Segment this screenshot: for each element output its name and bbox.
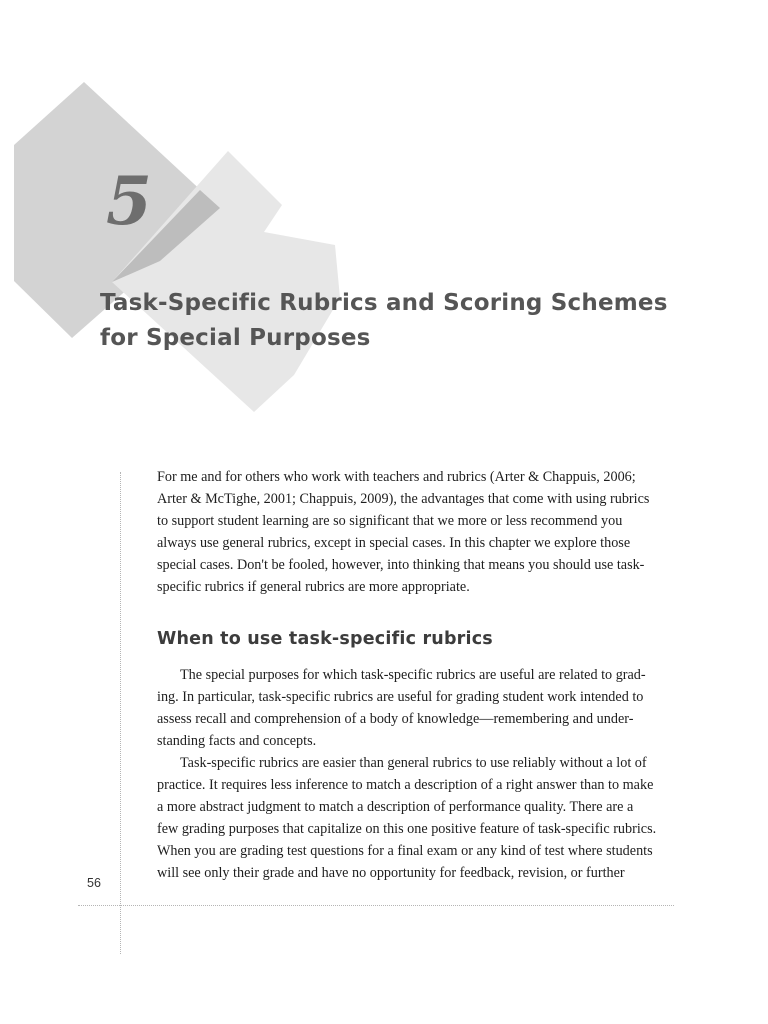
text-line: always use general rubrics, except in special cases. In this chapter we explore those xyxy=(157,534,631,551)
text-line: For me and for others who work with teachers and rubrics (Arter & Chappuis, 2006; xyxy=(157,469,636,485)
chapter-title-line: for Special Purposes xyxy=(100,325,371,351)
text-line: ing. In particular, task-specific rubrics are useful for grading student work intended to xyxy=(157,688,644,705)
text-line: Arter & McTighe, 2001; Chappuis, 2009), the advantages that come with using rubrics xyxy=(157,490,650,507)
text-line: standing facts and concepts. xyxy=(157,732,317,749)
text-line: will see only their grade and have no opportunity for feedback, revision, or further xyxy=(157,864,625,881)
chapter-title xyxy=(100,286,700,356)
chapter-title-line: Task-Specific Rubrics and Scoring Schemes xyxy=(100,290,668,316)
page-number: 56 xyxy=(87,876,101,890)
intro-paragraph xyxy=(157,467,669,598)
body-paragraph xyxy=(157,665,669,753)
margin-rule-horizontal xyxy=(78,905,674,906)
text-line: a more abstract judgment to match a description of performance quality. There are a xyxy=(157,798,634,815)
text-line: few grading purposes that capitalize on this one positive feature of task-specific rubrics. xyxy=(157,820,657,837)
body-paragraph xyxy=(157,753,669,884)
text-line: When you are grading test questions for a final exam or any kind of test where students xyxy=(157,842,653,859)
text-line: The special purposes for which task-specific rubrics are useful are related to grad- xyxy=(180,667,646,683)
chapter-number: 5 xyxy=(106,162,152,240)
text-line: to support student learning are so significant that we more or less recommend you xyxy=(157,512,623,529)
text-line: special cases. Don't be fooled, however, into thinking that means you should use task- xyxy=(157,556,645,573)
text-line: specific rubrics if general rubrics are more appropriate. xyxy=(157,578,470,595)
text-line: Task-specific rubrics are easier than general rubrics to use reliably without a lot of xyxy=(180,755,647,771)
text-line: assess recall and comprehension of a body of knowledge—remembering and under- xyxy=(157,710,634,727)
text-line: practice. It requires less inference to match a description of a right answer than to make xyxy=(157,776,654,793)
section-heading: When to use task-specific rubrics xyxy=(157,629,493,649)
margin-rule-vertical xyxy=(120,472,121,954)
